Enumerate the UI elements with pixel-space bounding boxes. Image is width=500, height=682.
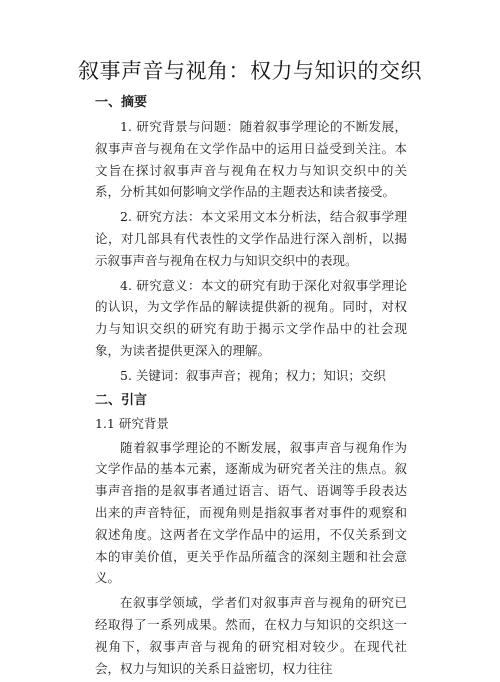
intro-subheading: 1.1 研究背景 — [95, 415, 169, 431]
abstract-item-keywords: 5. 关键词：叙事声音；视角；权力；知识；交织 — [120, 367, 386, 383]
intro-paragraph: 随着叙事学理论的不断发展，叙事声音与视角作为文学作品的基本元素，逐渐成为研究者关注的焦点。叙事声音指的是叙事者通过语言、语气、语调等手段表达出来的声音特征，而视角则是指叙事者对事件的观察和叙述角度。这两者在文学作品中的运用，不仅关系到文本的审美价值，更关乎作品所蕴含的深刻主题和社会意义。 — [95, 439, 407, 586]
abstract-item-method: 2. 研究方法：本文采用文本分析法，结合叙事学理论，对几部具有代表性的文学作品进行深入剖析，以揭示叙事声音与视角在权力与知识交织中的表现。 — [95, 209, 407, 268]
abstract-heading: 一、摘要 — [95, 95, 148, 110]
document-title: 叙事声音与视角：权力与知识的交织 — [78, 59, 422, 83]
intro-paragraph: 在叙事学领域，学者们对叙事声音与视角的研究已经取得了一系列成果。然而，在权力与知识的交织这一视角下，叙事声音与视角的研究相对较少。在现代社会，权力与知识的关系日益密切，权力往往 — [95, 595, 407, 676]
abstract-item-background: 1. 研究背景与问题：随着叙事学理论的不断发展，叙事声音与视角在文学作品中的运用日益受到关注。本文旨在探讨叙事声音与视角在权力与知识交织中的关系，分析其如何影响文学作品的主题表达和读者接受。 — [95, 119, 407, 200]
document-body — [95, 92, 407, 682]
intro-heading: 二、引言 — [95, 392, 148, 408]
abstract-item-significance: 4. 研究意义：本文的研究有助于深化对叙事学理论的认识，为文学作品的解读提供新的视角。同时，对权力与知识交织的研究有助于揭示文学作品中的社会现象，为读者提供更深入的理解。 — [95, 277, 407, 358]
